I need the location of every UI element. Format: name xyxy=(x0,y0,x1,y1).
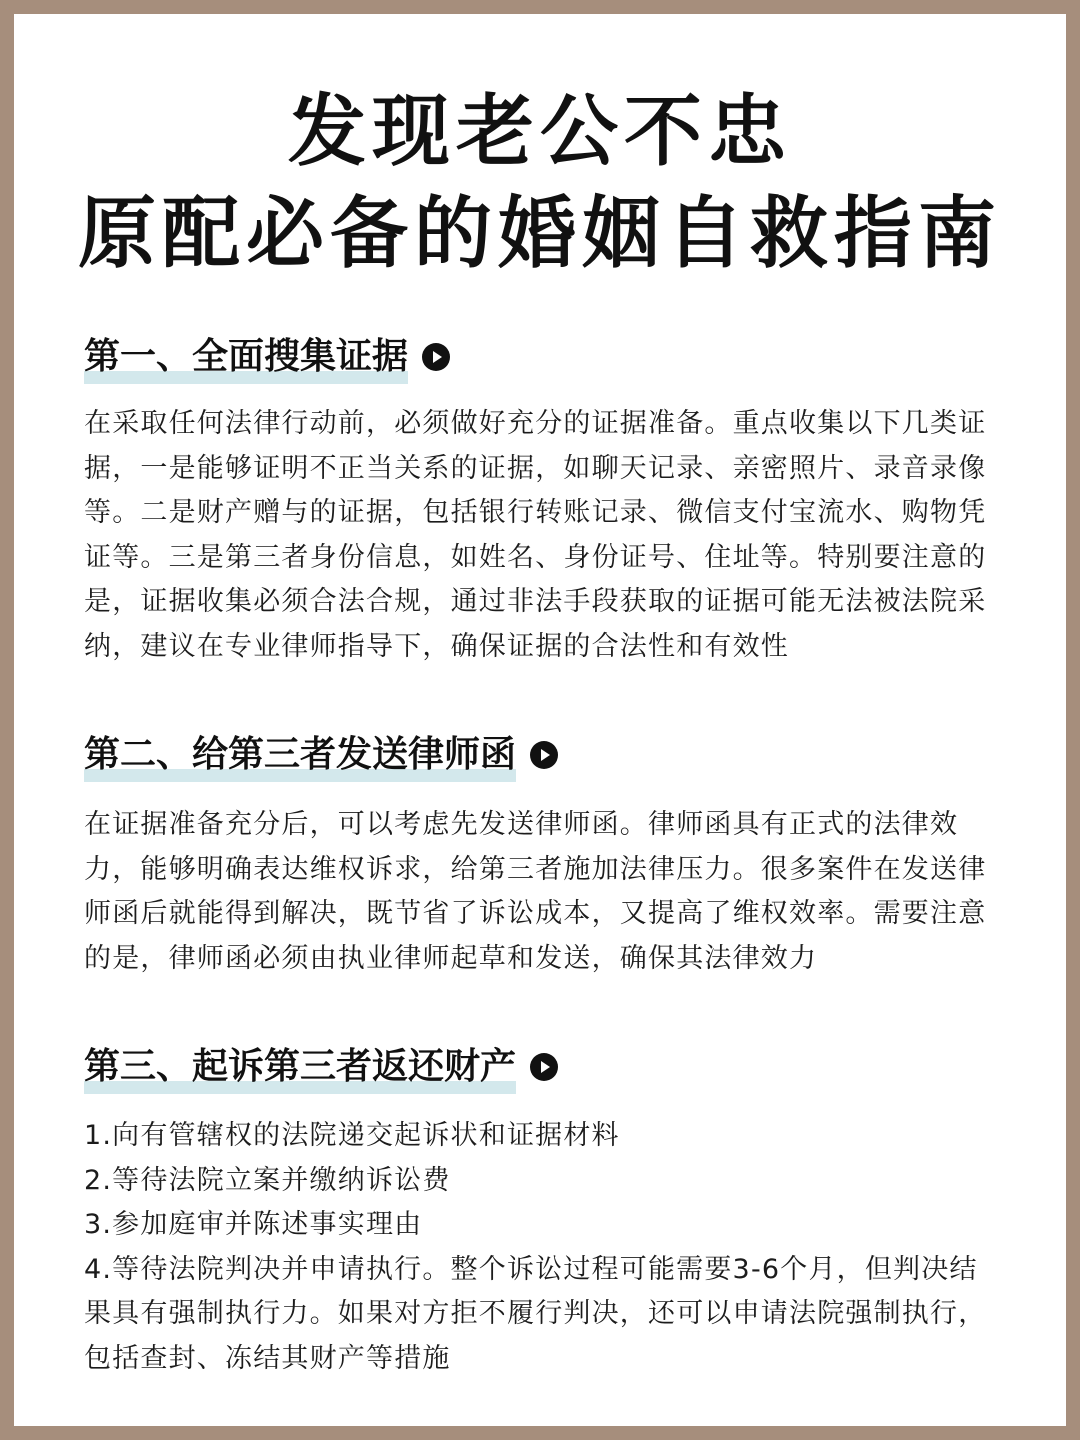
section-body-2: 在证据准备充分后，可以考虑先发送律师函。律师函具有正式的法律效力，能够明确表达维权诉求，给第三者施加法律压力。很多案件在发送律师函后就能得到解决，既节省了诉讼成本，又提高了维权效率。需要注意的是，律师函必须由执业律师起草和发送，确保其法律效力 xyxy=(84,809,987,974)
page-title-line-2: 原配必备的婚姻自救指南 xyxy=(77,188,1002,279)
litigation-steps-list xyxy=(84,1114,1004,1381)
section-heading-label: 第三、起诉第三者返还财产 xyxy=(84,1044,516,1090)
content-card xyxy=(14,14,1066,1426)
section-heading-label: 第一、全面搜集证据 xyxy=(84,334,408,380)
section-heading-2 xyxy=(84,730,558,780)
play-circle-icon xyxy=(530,741,558,769)
list-item: 2.等待法院立案并缴纳诉讼费 xyxy=(84,1164,451,1196)
section-heading-1 xyxy=(84,332,450,382)
play-circle-icon xyxy=(422,343,450,371)
section-heading-label: 第二、给第三者发送律师函 xyxy=(84,732,516,778)
section-heading-3 xyxy=(84,1042,558,1092)
list-item: 3.参加庭审并陈述事实理由 xyxy=(84,1209,423,1240)
list-item: 4.等待法院判决并申请执行。整个诉讼过程可能需要3-6个月，但判决结果具有强制执行力。如果对方拒不履行判决，还可以申请法院强制执行，包括查封、冻结其财产等措施 xyxy=(84,1253,987,1374)
play-circle-icon xyxy=(530,1053,558,1081)
list-item: 1.向有管辖权的法院递交起诉状和证据材料 xyxy=(84,1120,620,1151)
page-title-line-1: 发现老公不忠 xyxy=(287,86,792,177)
section-body-1: 在采取任何法律行动前，必须做好充分的证据准备。重点收集以下几类证据，一是能够证明不正当关系的证据，如聊天记录、亲密照片、录音录像等。二是财产赠与的证据，包括银行转账记录、微信支付宝流水、购物凭证等。三是第三者身份信息，如姓名、身份证号、住址等。特别要注意的是，证据收集必须合法合规，通过非法手段获取的证据可能无法被法院采纳，建议在专业律师指导下，确保证据的合法性和有效性 xyxy=(84,408,987,662)
